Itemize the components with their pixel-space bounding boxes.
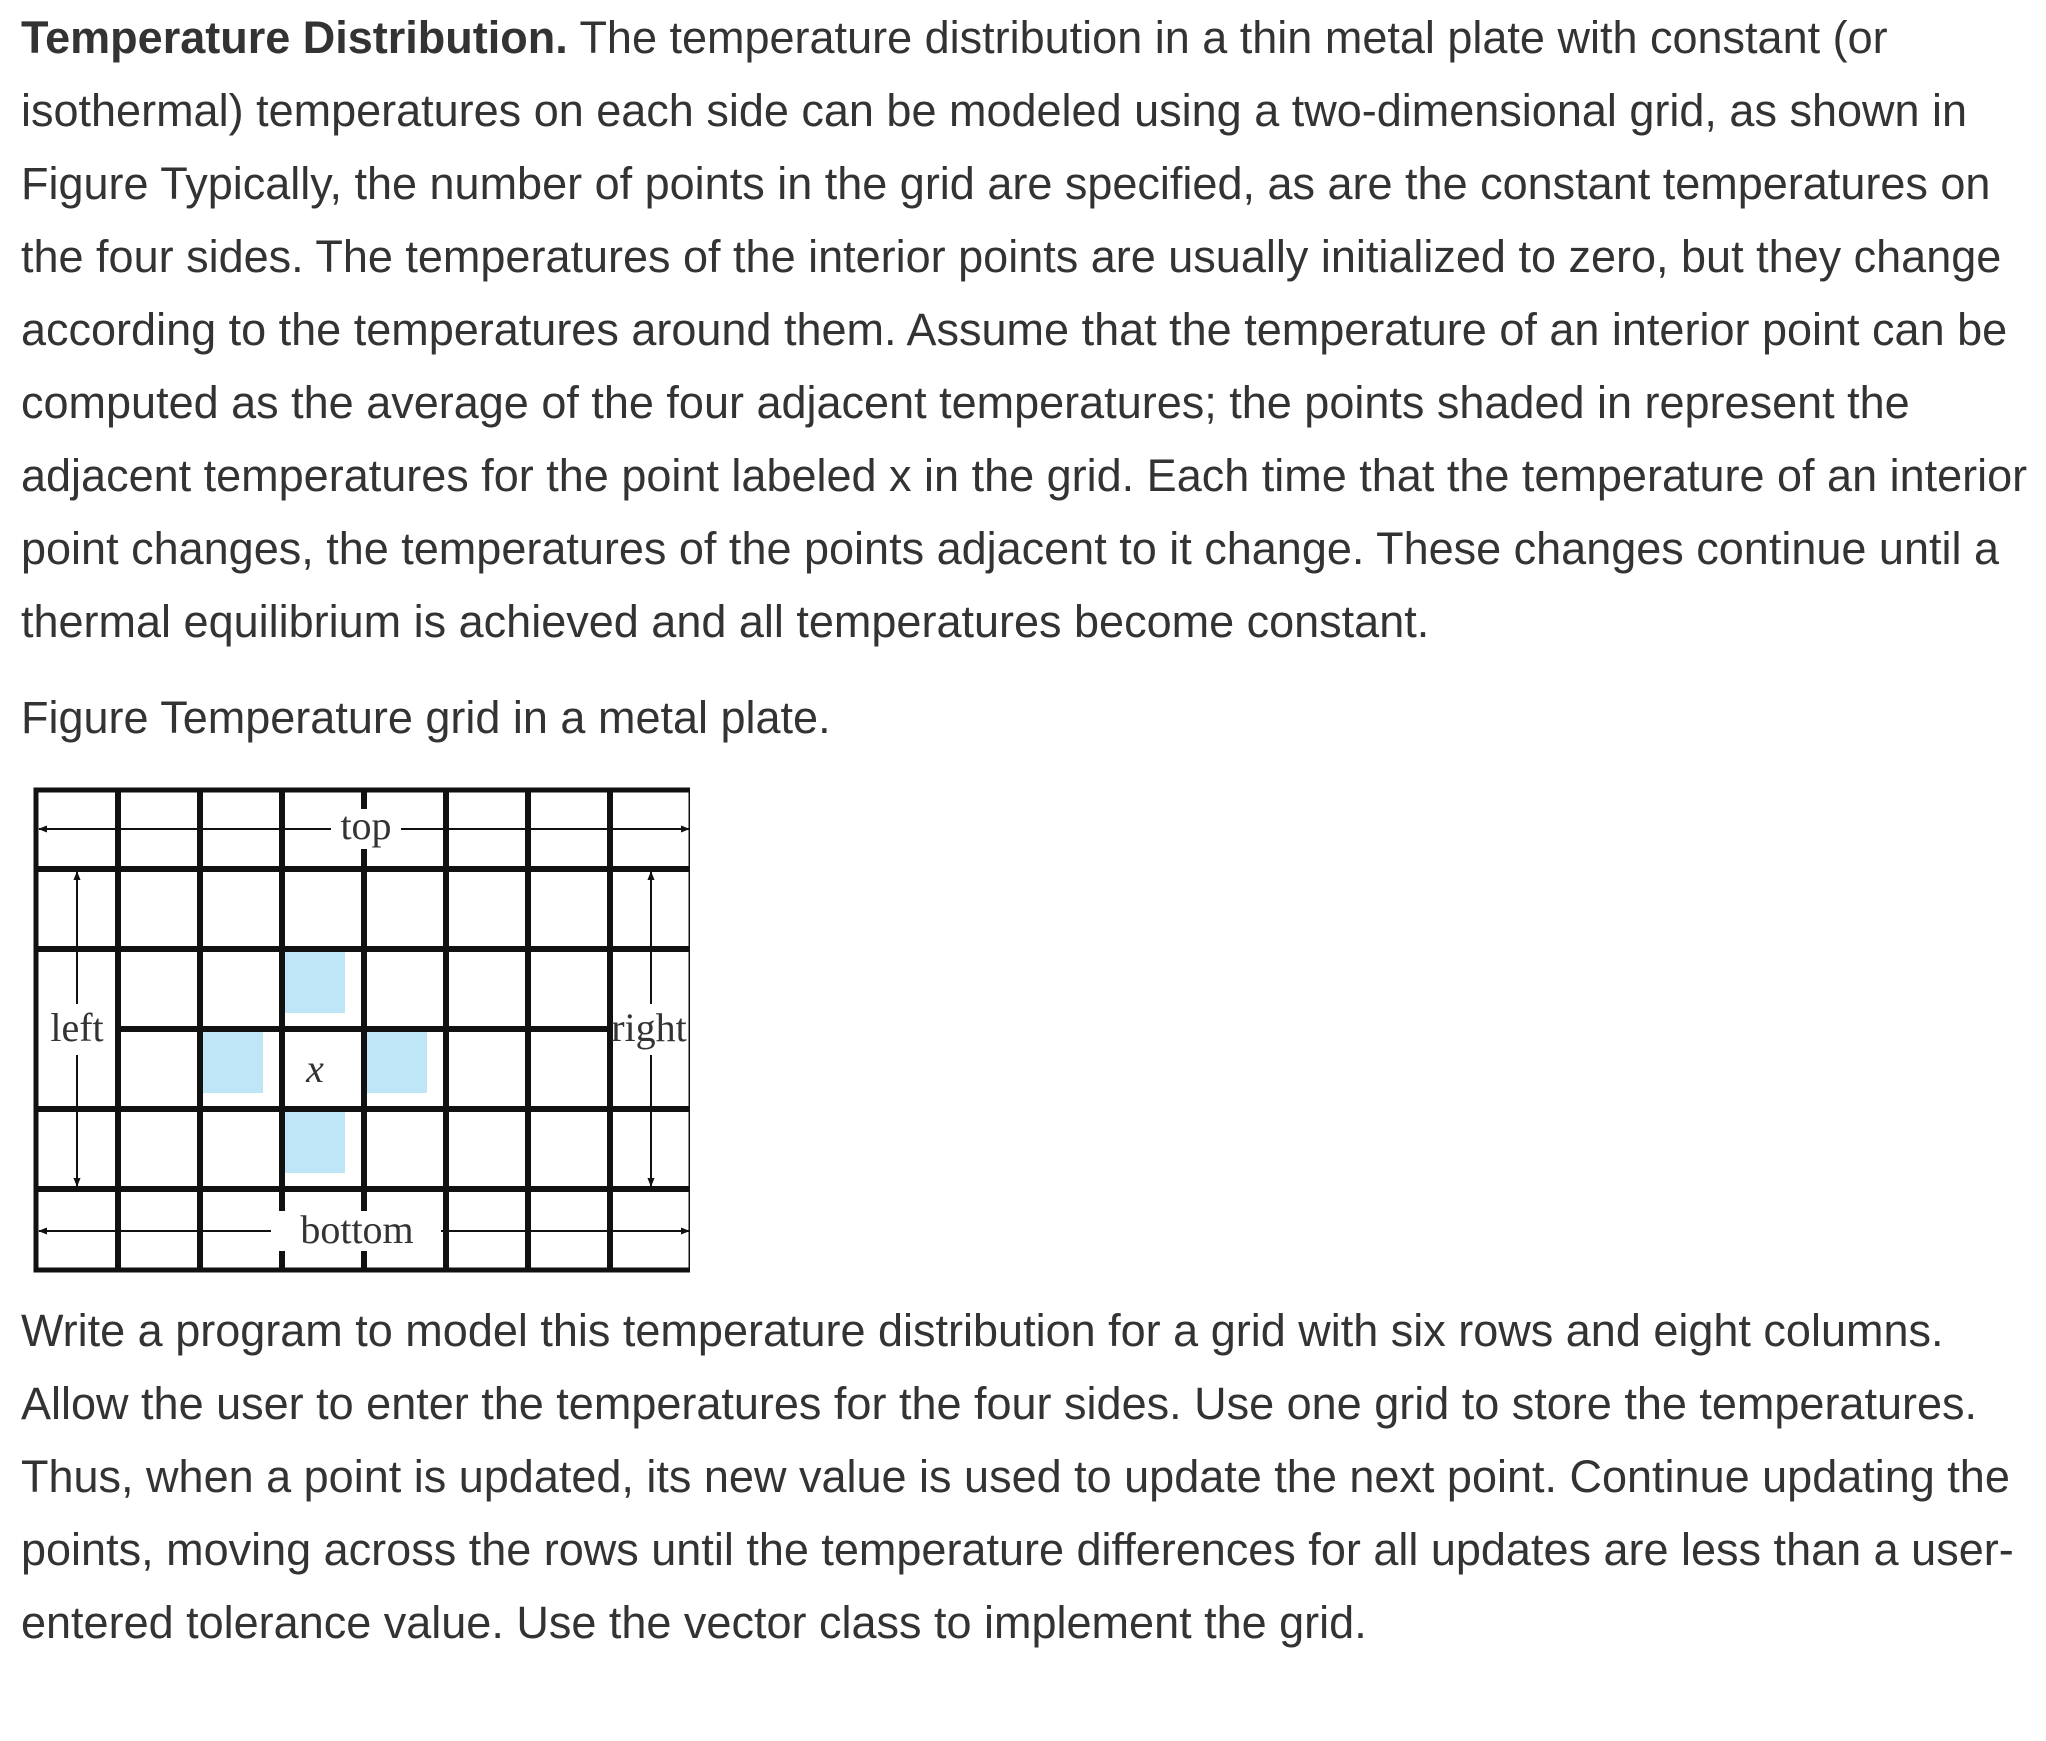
shaded-cell-right xyxy=(365,1030,427,1093)
task-paragraph: Write a program to model this temperature distribution for a grid with six rows and eight columns. Allow the user to enter the temperatures for the four sides. Use one grid to store the temperatures. Thus, when a point is updated, its new value is used to update the next point. Continue updating the points, moving across the rows until the temperature differences for all updates are less than a user-entered tolerance value. Use the vector class to implement the grid. xyxy=(21,1305,2014,1648)
point-x-label: x xyxy=(306,1046,324,1091)
right-label: right xyxy=(611,1005,687,1050)
temperature-grid-svg xyxy=(21,779,690,1277)
shaded-cell-up xyxy=(283,950,345,1013)
grid-lines xyxy=(36,790,690,1270)
temperature-grid-figure xyxy=(21,779,690,1277)
bottom-label: bottom xyxy=(300,1207,414,1252)
shaded-cell-left xyxy=(201,1030,263,1093)
problem-title: Temperature Distribution. xyxy=(21,12,568,63)
left-label: left xyxy=(50,1005,104,1050)
figure-caption: Figure Temperature grid in a metal plate. xyxy=(21,692,831,743)
intro-paragraph xyxy=(21,0,2031,658)
shaded-cell-down xyxy=(283,1110,345,1173)
intro-text: The temperature distribution in a thin metal plate with constant (or isothermal) temperatures on each side can be modeled using a two-dimensional grid, as shown in Figure Typically, the number of points in the grid are specified, as are the constant temperatures on the four sides. The temperatures of the interior points are usually initialized to zero, but they change according to the temperatures around them. Assume that the temperature of an interior point can be computed as the average of the four adjacent temperatures; the points shaded in represent the adjacent temperatures for the point labeled x in the grid. Each time that the temperature of an interior point changes, the temperatures of the points adjacent to it change. These changes continue until a thermal equilibrium is achieved and all temperatures become constant. xyxy=(21,12,2028,647)
problem-page xyxy=(21,0,2031,1659)
top-label: top xyxy=(340,803,392,848)
